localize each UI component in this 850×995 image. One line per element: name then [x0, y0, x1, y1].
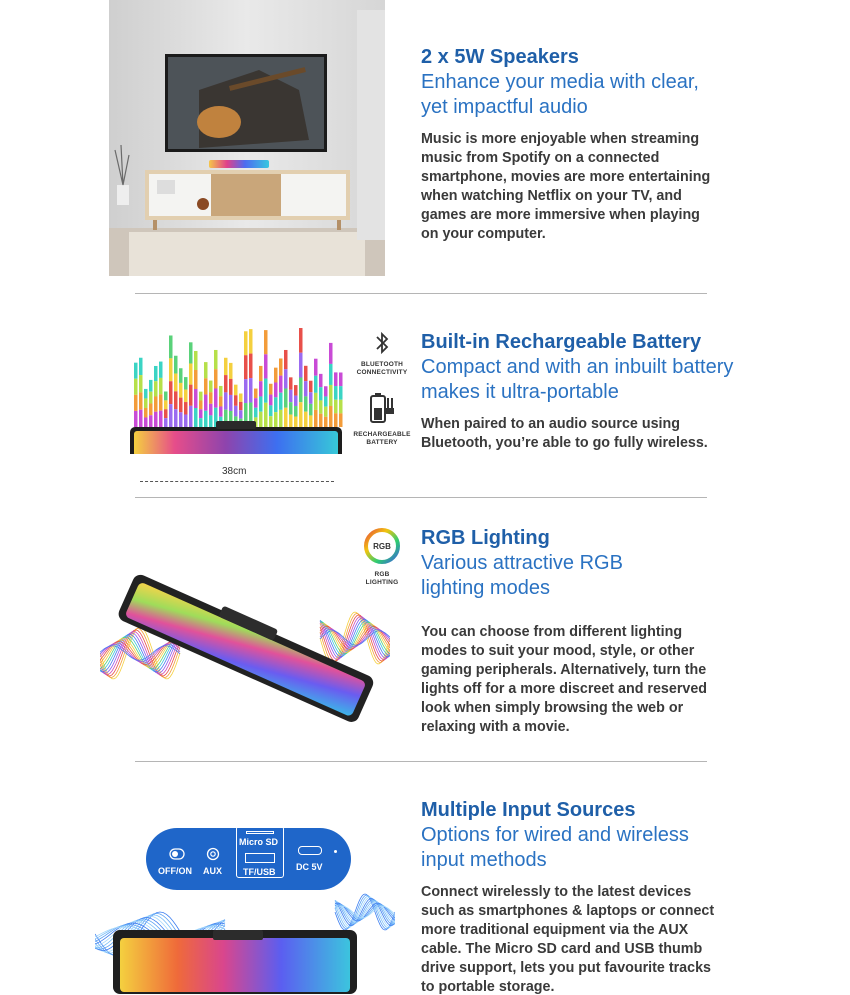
icon-caption	[347, 431, 417, 447]
equalizer-bar	[159, 411, 163, 427]
equalizer-bar	[309, 381, 313, 393]
equalizer-bar	[299, 328, 303, 353]
equalizer-bar	[269, 405, 273, 416]
section-body	[421, 883, 766, 995]
equalizer-bar	[184, 377, 188, 389]
body-line: drive support, lets you put favourite tracks	[421, 960, 711, 976]
equalizer-bar	[274, 382, 278, 397]
equalizer-bar	[164, 409, 168, 418]
equalizer-bar	[309, 404, 313, 416]
caption-line: RGB	[374, 571, 390, 578]
equalizer-bar	[174, 391, 178, 409]
equalizer-bar	[204, 411, 208, 427]
aux-port-icon	[206, 847, 220, 861]
section-subtitle	[421, 70, 766, 120]
equalizer-bar	[264, 330, 268, 354]
equalizer-bar	[219, 396, 223, 406]
section-battery	[0, 294, 850, 498]
equalizer-bar	[284, 369, 288, 388]
bluetooth-feature	[352, 330, 412, 377]
body-line: look when simply browsing the web or	[421, 700, 684, 716]
equalizer-bar	[249, 354, 253, 378]
equalizer-bar	[134, 363, 138, 379]
equalizer-bar	[314, 359, 318, 376]
equalizer-bar	[239, 410, 243, 418]
subtitle-line: Enhance your media with clear,	[421, 71, 699, 93]
equalizer-bar	[204, 362, 208, 378]
equalizer-bar	[144, 417, 148, 427]
equalizer-bar	[289, 377, 293, 389]
equalizer-bar	[199, 400, 203, 409]
port-label-dc: DC 5V	[296, 862, 323, 872]
equalizer-bar	[194, 389, 198, 408]
section-title: Multiple Input Sources	[421, 799, 636, 821]
equalizer-bar	[334, 372, 338, 386]
equalizer-bar	[154, 412, 158, 427]
rgb-soundbar-graphic	[100, 548, 390, 748]
equalizer-bar	[294, 396, 298, 406]
body-line: more traditional equipment via the AUX	[421, 922, 689, 938]
equalizer-bar	[269, 416, 273, 427]
equalizer-bar	[259, 412, 263, 427]
body-line: gaming peripherals. Alternatively, turn the	[421, 662, 707, 678]
equalizer-bar	[234, 406, 238, 417]
equalizer-bar	[274, 412, 278, 427]
indicator-dot	[334, 850, 337, 853]
section-title: Built-in Rechargeable Battery	[421, 331, 702, 353]
equalizer-bar	[334, 400, 338, 414]
equalizer-bar	[144, 408, 148, 418]
equalizer-bar	[174, 374, 178, 392]
body-line: smartphone, movies are more entertaining	[421, 169, 711, 185]
equalizer-bar	[254, 408, 258, 418]
equalizer-bar	[189, 406, 193, 427]
equalizer-bar	[259, 396, 263, 411]
equalizer-bar	[294, 385, 298, 395]
section-body	[421, 130, 766, 244]
equalizer-bar	[159, 394, 163, 410]
equalizer-bar	[324, 396, 328, 406]
equalizer-bar	[214, 369, 218, 388]
equalizer-bar	[289, 402, 293, 414]
equalizer-bar	[269, 395, 273, 406]
equalizer-bar	[324, 386, 328, 396]
section-title: 2 x 5W Speakers	[421, 46, 579, 68]
equalizer-bar	[209, 381, 213, 393]
equalizer-bar	[179, 412, 183, 427]
section-subtitle	[421, 551, 766, 601]
equalizer-bar	[314, 393, 318, 410]
equalizer-bar	[304, 366, 308, 381]
equalizer-bar	[139, 392, 143, 409]
equalizer-bar	[264, 379, 268, 403]
equalizer-bar	[194, 351, 198, 370]
subtitle-line: Compact and with an inbuilt battery	[421, 356, 734, 378]
section-subtitle	[421, 355, 766, 405]
equalizer-bar	[329, 343, 333, 364]
equalizer-bar	[274, 368, 278, 383]
equalizer-bar	[229, 395, 233, 411]
equalizer-bar	[334, 386, 338, 400]
section-body	[421, 623, 766, 737]
body-line: Music is more enjoyable when streaming	[421, 131, 700, 147]
subtitle-line: input methods	[421, 849, 547, 871]
section-speakers	[0, 0, 850, 290]
equalizer-bar	[339, 400, 343, 414]
port-label-offon: OFF/ON	[158, 866, 192, 876]
equalizer-bar	[329, 385, 333, 406]
equalizer-bar	[339, 386, 343, 400]
battery-text	[421, 330, 766, 453]
icon-caption	[352, 361, 412, 377]
equalizer-bar	[279, 393, 283, 410]
equalizer-bar	[219, 406, 223, 416]
speakers-text	[421, 45, 766, 244]
equalizer-bar	[284, 350, 288, 369]
inputs-text	[421, 798, 766, 995]
equalizer-bar	[189, 363, 193, 384]
subtitle-line: lighting modes	[421, 577, 550, 599]
equalizer-bar	[149, 380, 153, 392]
equalizer-bar	[249, 378, 253, 402]
equalizer-bar	[189, 385, 193, 406]
equalizer-bar	[164, 418, 168, 427]
section-inputs	[0, 762, 850, 995]
micro-sd-slot-icon	[246, 831, 274, 834]
equalizer-bar	[149, 392, 153, 404]
equalizer-bar	[274, 397, 278, 412]
equalizer-bar	[304, 396, 308, 411]
equalizer-bar	[199, 409, 203, 418]
equalizer-bar	[154, 366, 158, 381]
subtitle-line: yet impactful audio	[421, 96, 588, 118]
equalizer-bar	[254, 398, 258, 408]
equalizer-bar	[174, 356, 178, 374]
body-line: lights off for a more discreet and reserved	[421, 681, 708, 697]
equalizer-bar	[269, 384, 273, 395]
equalizer-bar	[309, 392, 313, 404]
equalizer-bar	[179, 398, 183, 413]
equalizer-bar	[319, 374, 323, 387]
equalizer-bar	[134, 395, 138, 411]
body-line: Bluetooth, you’re able to go fully wireless.	[421, 435, 708, 451]
equalizer-bar	[139, 410, 143, 427]
equalizer-bar	[169, 381, 173, 404]
equalizer-bar	[244, 355, 248, 379]
body-line: games are more immersive when playing	[421, 207, 700, 223]
equalizer-bar	[224, 358, 228, 375]
equalizer-bar	[214, 350, 218, 369]
equalizer-bar	[239, 402, 243, 410]
equalizer-bar	[284, 388, 288, 407]
equalizer-bar	[304, 381, 308, 396]
equalizer-bar	[319, 387, 323, 400]
equalizer-bar	[154, 381, 158, 396]
equalizer-bar	[224, 392, 228, 409]
equalizer-bar	[139, 375, 143, 392]
body-line: modes to suit your mood, style, or other	[421, 643, 695, 659]
equalizer-bar	[294, 406, 298, 416]
equalizer-bar	[149, 403, 153, 415]
equalizer-bar	[214, 388, 218, 407]
equalizer-bar	[199, 392, 203, 401]
equalizer-bar	[184, 390, 188, 402]
equalizer-bar	[294, 417, 298, 427]
equalizer-bar	[249, 329, 253, 353]
equalizer-bar	[289, 390, 293, 402]
body-line: relaxing with a movie.	[421, 719, 570, 735]
equalizer-bar	[259, 366, 263, 381]
equalizer-bar	[194, 370, 198, 389]
body-line: such as smartphones & laptops or connect	[421, 903, 715, 919]
equalizer-bar	[279, 358, 283, 375]
equalizer-bar	[179, 383, 183, 398]
rgb-badge-text: RGB	[373, 542, 391, 551]
equalizer-bar	[164, 400, 168, 409]
body-line: on your computer.	[421, 226, 546, 242]
usb-port-icon	[245, 853, 275, 863]
caption-line: BATTERY	[366, 439, 398, 446]
equalizer-bar	[174, 409, 178, 427]
equalizer-bar	[319, 414, 323, 427]
equalizer-bar	[134, 379, 138, 395]
equalizer-bar	[234, 385, 238, 396]
equalizer-bar	[309, 415, 313, 427]
battery-plug-icon	[366, 390, 398, 426]
equalizer-bar	[259, 381, 263, 396]
caption-line: BLUETOOTH	[360, 361, 404, 368]
rgb-ring-icon	[362, 526, 402, 566]
ports-panel	[146, 828, 351, 890]
equalizer-bar	[289, 415, 293, 427]
equalizer-bar	[209, 415, 213, 427]
equalizer-bar	[339, 372, 343, 386]
body-line: cable. The Micro SD card and USB thumb	[421, 941, 703, 957]
body-line: music from Spotify on a connected	[421, 150, 660, 166]
equalizer-bar	[149, 415, 153, 427]
body-line: When paired to an audio source using	[421, 416, 680, 432]
port-label-microsd: Micro SD	[239, 837, 279, 847]
equalizer-bar	[244, 331, 248, 355]
equalizer-bar	[169, 404, 173, 427]
equalizer-bar	[284, 408, 288, 427]
equalizer-bar	[324, 407, 328, 417]
caption-line: CONNECTIVITY	[356, 369, 408, 376]
equalizer-bar	[279, 410, 283, 427]
equalizer-bar	[169, 335, 173, 358]
body-line: when watching Netflix on your TV, and	[421, 188, 682, 204]
equalizer-bar	[254, 389, 258, 399]
equalizer-bar	[199, 418, 203, 427]
power-switch-icon	[169, 848, 185, 860]
dimension-label: 38cm	[222, 466, 247, 477]
equalizer-bar	[154, 396, 158, 411]
equalizer-bar	[264, 403, 268, 427]
caption-line: RECHARGEABLE	[353, 431, 411, 438]
equalizer-bar	[184, 402, 188, 414]
dimension-line	[140, 481, 334, 482]
equalizer-bar	[209, 404, 213, 416]
body-line: Connect wirelessly to the latest devices	[421, 884, 692, 900]
equalizer-bar	[339, 413, 343, 427]
port-label-aux: AUX	[203, 866, 223, 876]
card-slot-box	[236, 826, 284, 878]
equalizer-bar	[189, 342, 193, 363]
equalizer-bar	[234, 395, 238, 406]
equalizer-bar	[244, 379, 248, 403]
equalizer-bar	[169, 358, 173, 381]
subtitle-line: makes it ultra-portable	[421, 381, 619, 403]
living-room-image	[109, 0, 385, 276]
equalizer-bar	[139, 358, 143, 375]
section-rgb	[0, 498, 850, 760]
subtitle-line: Various attractive RGB	[421, 552, 623, 574]
equalizer-bar	[184, 415, 188, 427]
bluetooth-icon	[371, 330, 393, 356]
section-body	[421, 415, 766, 453]
dc-port-icon	[298, 846, 322, 855]
equalizer-bar	[204, 378, 208, 394]
equalizer-bar	[319, 400, 323, 413]
port-label-tfusb: TF/USB	[243, 867, 276, 877]
equalizer-bar	[209, 392, 213, 404]
equalizer-bar	[219, 386, 223, 396]
rgb-lighting-feature	[355, 526, 409, 587]
equalizer-bar	[164, 392, 168, 401]
caption-line: LIGHTING	[365, 579, 399, 586]
equalizer-bar	[264, 354, 268, 378]
equalizer-bar	[279, 376, 283, 393]
equalizer-bar	[204, 395, 208, 411]
equalizer-bar	[239, 393, 243, 401]
rgb-text	[421, 526, 766, 737]
battery-feature	[347, 390, 417, 447]
equalizer-bar	[304, 412, 308, 427]
equalizer-bars-graphic	[128, 324, 348, 454]
equalizer-bar	[144, 398, 148, 408]
equalizer-bar	[194, 408, 198, 427]
equalizer-bar	[314, 410, 318, 427]
equalizer-bar	[334, 413, 338, 427]
subtitle-line: Options for wired and wireless	[421, 824, 689, 846]
equalizer-bar	[299, 402, 303, 427]
equalizer-bar	[159, 362, 163, 378]
equalizer-bar	[329, 364, 333, 385]
section-subtitle	[421, 823, 766, 873]
equalizer-bar	[329, 406, 333, 427]
equalizer-bar	[299, 378, 303, 403]
icon-caption	[355, 571, 409, 587]
equalizer-bar	[229, 379, 233, 395]
section-title: RGB Lighting	[421, 527, 550, 549]
equalizer-bar	[324, 417, 328, 427]
equalizer-bar	[299, 353, 303, 378]
equalizer-bar	[179, 368, 183, 383]
body-line: You can choose from different lighting	[421, 624, 683, 640]
equalizer-bar	[224, 375, 228, 392]
equalizer-bar	[159, 378, 163, 394]
equalizer-bar	[134, 411, 138, 427]
body-line: to portable storage.	[421, 979, 555, 995]
equalizer-bar	[314, 376, 318, 393]
equalizer-bar	[229, 363, 233, 379]
equalizer-bar	[144, 389, 148, 399]
